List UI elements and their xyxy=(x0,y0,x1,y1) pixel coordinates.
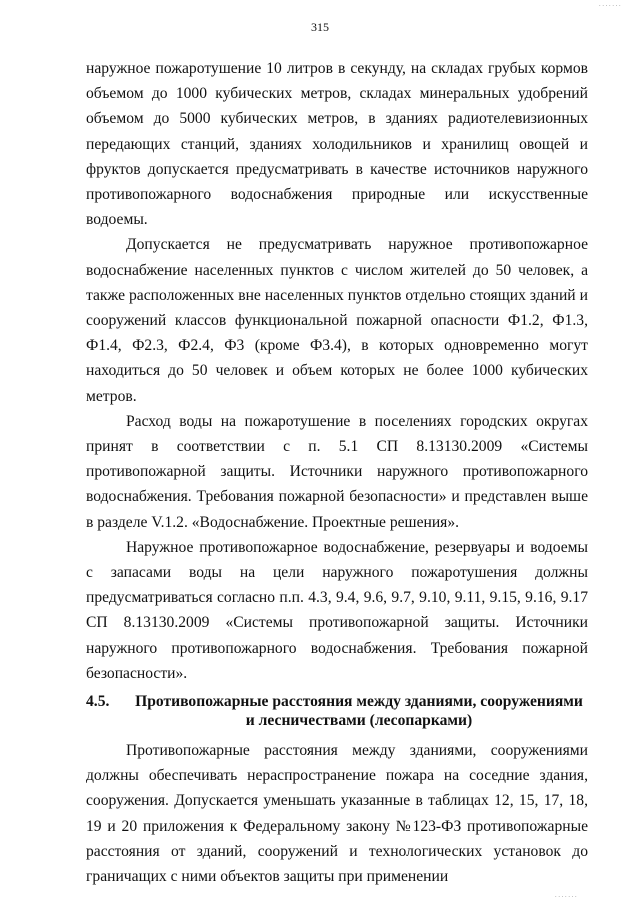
paragraph-reservoirs: Наружное противопожарное водоснабжение, резервуары и водоемы с запасами воды на цели наружного пожаротушения должны предусматриваться согласно п.п. 4.3, 9.4, 9.6, 9.7, 9.10, 9.11, 9.15, 9.16, 9.17 СП 8.13130.2009 «Системы противопожарной защиты. Источники наружного противопожарного водоснабжения. Требования пожарной безопасности». xyxy=(86,538,588,682)
corner-mark-bottom: ······· xyxy=(554,893,578,901)
paragraph-fire-distances: Противопожарные расстояния между зданиями, сооружениями должны обеспечивать нераспространение пожара на соседние здания, сооружения. Допускается уменьшать указанные в таблицах 12, 15, 17, 18, 19 и 20 приложения к Федеральному закону №123-ФЗ противопожарные расстояния от зданий, сооружений и технологических установок до граничащих с ними объектов защиты при применении xyxy=(86,742,588,886)
section-number: 4.5. xyxy=(86,693,110,711)
corner-mark-top: ······· xyxy=(598,2,622,10)
page-content xyxy=(86,56,588,889)
paragraph-continuation: наружное пожаротушение 10 литров в секунду, на складах грубых кормов объемом до 1000 кубических метров, складах минеральных удобрений объемом до 5000 кубических метров, в зданиях радиотелевизионных передающих станций, зданиях холодильников и хранилищ овощей и фруктов допускается предусматривать в качестве источников наружного противопожарного водоснабжения природные или искусственные водоемы. xyxy=(86,60,588,229)
section-title: Противопожарные расстояния между зданиями, сооружениями и лесничествами (лесопарками) xyxy=(135,693,583,730)
paragraph-water-consumption: Расход воды на пожаротушение в поселениях городских округах принят в соответствии с п. 5.1 СП 8.13130.2009 «Системы противопожарной защиты. Источники наружного противопожарного водоснабжения. Требования пожарной безопасности» и представлен выше в разделе V.1.2. «Водоснабжение. Проектные решения». xyxy=(86,412,588,531)
page-number: 315 xyxy=(311,20,329,34)
paragraph-water-supply-exemption: Допускается не предусматривать наружное противопожарное водоснабжение населенных пунктов с числом жителей до 50 человек, а также расположенных вне населенных пунктов отдельно стоящих зданий и сооружений классов функциональной пожарной опасности Ф1.2, Ф1.3, Ф1.4, Ф2.3, Ф2.4, Ф3 (кроме Ф3.4), в которых одновременно могут находиться до 50 человек и объем которых не более 1000 кубических метров. xyxy=(86,236,588,405)
section-heading xyxy=(86,692,588,730)
